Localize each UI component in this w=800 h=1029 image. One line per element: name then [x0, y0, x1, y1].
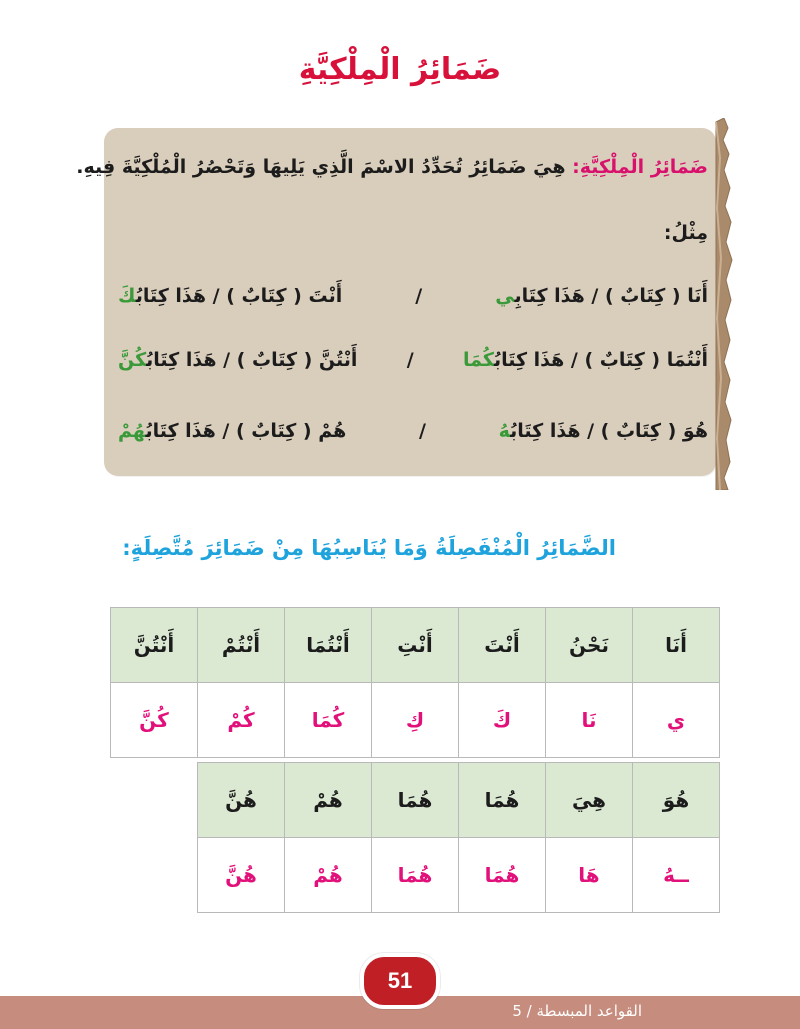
pronoun-cell: هُمَا: [459, 763, 546, 838]
pronoun-cell: أَنْتُمْ: [198, 608, 285, 683]
suffix-cell: ي: [633, 683, 720, 758]
section-subtitle: الضَّمَائِرُ الْمُنْفَصِلَةُ وَمَا يُنَاسِبُهَا مِنْ ضَمَائِرَ مُتَّصِلَةٍ:: [122, 536, 616, 560]
example-separator: /: [418, 420, 426, 442]
example-separator: /: [415, 285, 423, 307]
table-row: [198, 838, 720, 913]
book-title: القواعد المبسطة / 5: [512, 1002, 642, 1020]
example-b-suffix: هُمْ: [118, 420, 146, 442]
example-a-text: هُوَ ( كِتَابٌ ) / هَذَا كِتَابُ: [510, 420, 708, 442]
example-b: [118, 349, 357, 371]
suffix-cell: كَ: [459, 683, 546, 758]
table-row: [198, 763, 720, 838]
example-label: مِثْلُ:: [663, 222, 708, 244]
example-b: [118, 420, 346, 442]
example-b-text: أَنْتَ ( كِتَابٌ ) / هَذَا كِتَابُ: [135, 285, 343, 307]
example-a-text: أَنْتُمَا ( كِتَابٌ ) / هَذَا كِتَابُ: [493, 349, 708, 371]
suffix-cell: كُنَّ: [111, 683, 198, 758]
pronoun-cell: هُمْ: [285, 763, 372, 838]
definition-term: ضَمَائِرُ الْمِلْكِيَّةِ:: [572, 156, 708, 178]
pronoun-cell: هُوَ: [633, 763, 720, 838]
pronoun-cell: أَنْتُمَا: [285, 608, 372, 683]
example-separator: /: [406, 349, 414, 371]
example-b-suffix: كُنَّ: [118, 349, 147, 371]
page-title: ضَمَائِرُ الْمِلْكِيَّةِ: [298, 52, 502, 87]
suffix-cell: هَا: [546, 838, 633, 913]
pronoun-cell: أَنْتِ: [372, 608, 459, 683]
table-row: [111, 683, 720, 758]
example-row: [118, 420, 708, 442]
pronoun-cell: هُمَا: [372, 763, 459, 838]
pronoun-cell: أَنَا: [633, 608, 720, 683]
example-a-suffix: كُمَا: [463, 349, 494, 371]
suffix-cell: كُمَا: [285, 683, 372, 758]
pronoun-cell: هُنَّ: [198, 763, 285, 838]
torn-paper-edge: [714, 118, 734, 490]
example-row: [118, 285, 708, 307]
example-a: [495, 285, 708, 307]
example-a: [463, 349, 708, 371]
page-number-badge: 51: [360, 953, 440, 1009]
suffix-cell: هُمَا: [459, 838, 546, 913]
example-row: [118, 349, 708, 371]
example-b-text: أَنْتُنَّ ( كِتَابٌ ) / هَذَا كِتَابُ: [146, 349, 358, 371]
example-b: [118, 285, 342, 307]
suffix-cell: كُمْ: [198, 683, 285, 758]
example-b-suffix: كَ: [118, 285, 136, 307]
pronoun-cell: أَنْتَ: [459, 608, 546, 683]
suffix-cell: هُمْ: [285, 838, 372, 913]
definition-text: [76, 156, 708, 178]
suffix-cell: هُنَّ: [198, 838, 285, 913]
example-a-suffix: هُ: [498, 420, 511, 442]
table-row: [111, 608, 720, 683]
suffix-cell: نَا: [546, 683, 633, 758]
example-a: [499, 420, 708, 442]
example-a-text: أَنَا ( كِتَابٌ ) / هَذَا كِتَابِ: [514, 285, 708, 307]
suffix-cell: هُمَا: [372, 838, 459, 913]
definition-body: هِيَ ضَمَائِرُ تُحَدِّدُ الاسْمَ الَّذِي يَلِيهَا وَتَحْصُرُ الْمُلْكِيَّةَ فِيهِ.: [76, 156, 573, 178]
suffix-cell: كِ: [372, 683, 459, 758]
pronoun-cell: نَحْنُ: [546, 608, 633, 683]
example-b-text: هُمْ ( كِتَابٌ ) / هَذَا كِتَابُ: [145, 420, 347, 442]
pronoun-table-2: [197, 762, 720, 913]
pronoun-cell: هِيَ: [546, 763, 633, 838]
pronoun-table-1: [110, 607, 720, 758]
example-a-suffix: ي: [495, 285, 515, 307]
pronoun-cell: أَنْتُنَّ: [111, 608, 198, 683]
suffix-cell: ــهُ: [633, 838, 720, 913]
